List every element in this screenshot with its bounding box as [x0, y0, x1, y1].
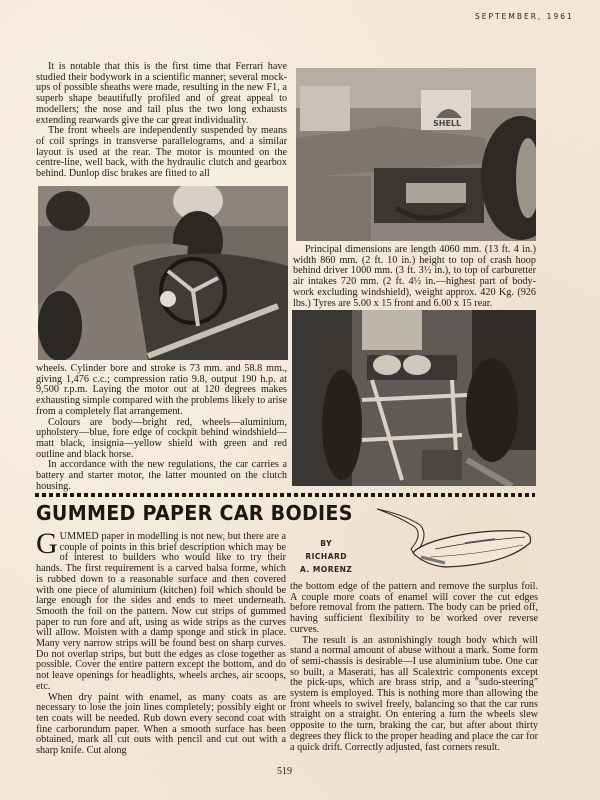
engine-side-photo — [296, 68, 536, 241]
cockpit-photo — [38, 186, 288, 360]
byline-name: RICHARD — [305, 552, 347, 561]
byline — [300, 537, 352, 576]
paragraph: Colours are body—bright red, wheels—aluminium, upholstery—blue, fore edge of cockpit behind windshield—matt black, insignia—yellow shield with green and red outline and black horse. — [36, 416, 287, 460]
paragraph: It is notable that this is the first time that Ferrari have studied their bodywork in a scientific manner; several mock-ups of possible sheaths were made, resulting in the new F1, a superb shape beautifully profiled and of great appeal to modellers; the nose and tail plus the two long exhausts extending rearwards give the car great individuality. — [36, 61, 287, 126]
intro-text-column — [36, 62, 287, 180]
byline-by: BY — [320, 539, 333, 548]
checkered-divider — [35, 493, 535, 497]
paragraph: When dry paint with enamel, as many coats as are necessary to lose the join lines completely; possibly eight or ten coats will be needed. Rub down every second coat with fine carborundum paper. When a smooth surface has been obtained, mark all cut outs with pencil and cut out with a sharp knife. Cut along — [36, 691, 286, 757]
dimensions-caption — [293, 245, 536, 309]
issue-date: SEPTEMBER, 1961 — [475, 12, 574, 21]
paragraph: In accordance with the new regulations, the car carries a battery and starter motor, the latter mounted on the clutch housing. — [36, 459, 287, 492]
paragraph: the bottom edge of the pattern and remove the surplus foil. A couple more coats of enamel will cover the cut edges before removal from the pattern. The body can be pried off, having sufficient flexibility to be worked over reverse curves. — [290, 581, 538, 635]
paragraph: The front wheels are independently suspended by means of coil springs in transverse parallelograms, and a similar layout is used at the rear. The motor is mounted on the centre-line, well back, with the hydraulic clutch and gearbox behind. Dunlop disc brakes are fitted to all — [36, 125, 287, 180]
article-headline: GUMMED PAPER CAR BODIES — [36, 501, 353, 525]
page-number: 519 — [277, 766, 292, 777]
paragraph: wheels. Cylinder bore and stroke is 73 mm. and 58.8 mm., giving 1,476 c.c.; compression ratio 9.8, output 190 h.p. at 9,500 r.p.m. Laying the motor out at 120 degrees makes exhausting simple compared with the problems likely to arise from a completely flat arrangement. — [36, 363, 287, 417]
article-right-column — [290, 582, 538, 753]
first-paragraph-text: UMMED paper in modelling is not new, but there are a couple of points in this brief description which may be of interest to builders who would like to try their hands. The first requirement is a carved balsa forme, which is rubbed down to a reasonable surface and then covered with one piece of aluminium (kitchen) foil which should be large enough for the sides and ends to meet underneath. Smooth the foil on the pattern. Now cut strips of gummed paper to run fore and aft, using as wide strips as the curves will allow. Moisten with a damp sponge and stick in place. Many very narrow strips will be found best on sharp curves. Do not overlap strips, but butt the edges as close together as possible. Cover the entire pattern except the bottom, and do not leave openings for headlights, wheels arches, air scoops, etc. — [36, 531, 286, 692]
article-left-column — [36, 527, 286, 757]
continued-text-column — [36, 364, 287, 492]
chassis-rear-photo — [292, 310, 536, 486]
svg-text:SHELL: SHELL — [433, 119, 462, 128]
byline-surname: A. MORENZ — [300, 565, 353, 574]
drop-cap: G — [36, 527, 58, 560]
paragraph — [36, 527, 286, 693]
car-body-peeling-illustration — [375, 505, 535, 575]
paragraph: Principal dimensions are length 4060 mm. (13 ft. 4 in.) width 860 mm. (2 ft. 10 in.) height to top of crash hoop behind driver 1000 mm. (3 ft. 3½ in.), to top of carburetter air intakes 720 mm. (2 ft. 4½ in.—highest part of body-work excluding windshield), weight approx. 420 Kg. (926 lbs.) Tyres are 5.00 x 15 front and 6.00 x 15 rear. — [293, 244, 536, 309]
paragraph: The result is an astonishingly tough body which will stand a normal amount of abuse without a mark. Some form of semi-chassis is desirable—I use aluminium tube. One car so built, a Maserati, has all Scalextric components except the pick-ups, which are brass strip, and a "sudo-steering" system is employed. This is nothing more than allowing the front wheels to swivel freely, balancing so that the car runs straight on a straight. On entering a turn the wheels slew opposite to the turn, braking the car, but after about thirty degrees they flick to the proper heading and place the car for a quick drift. Correctly adjusted, fast corners result. — [290, 634, 538, 753]
